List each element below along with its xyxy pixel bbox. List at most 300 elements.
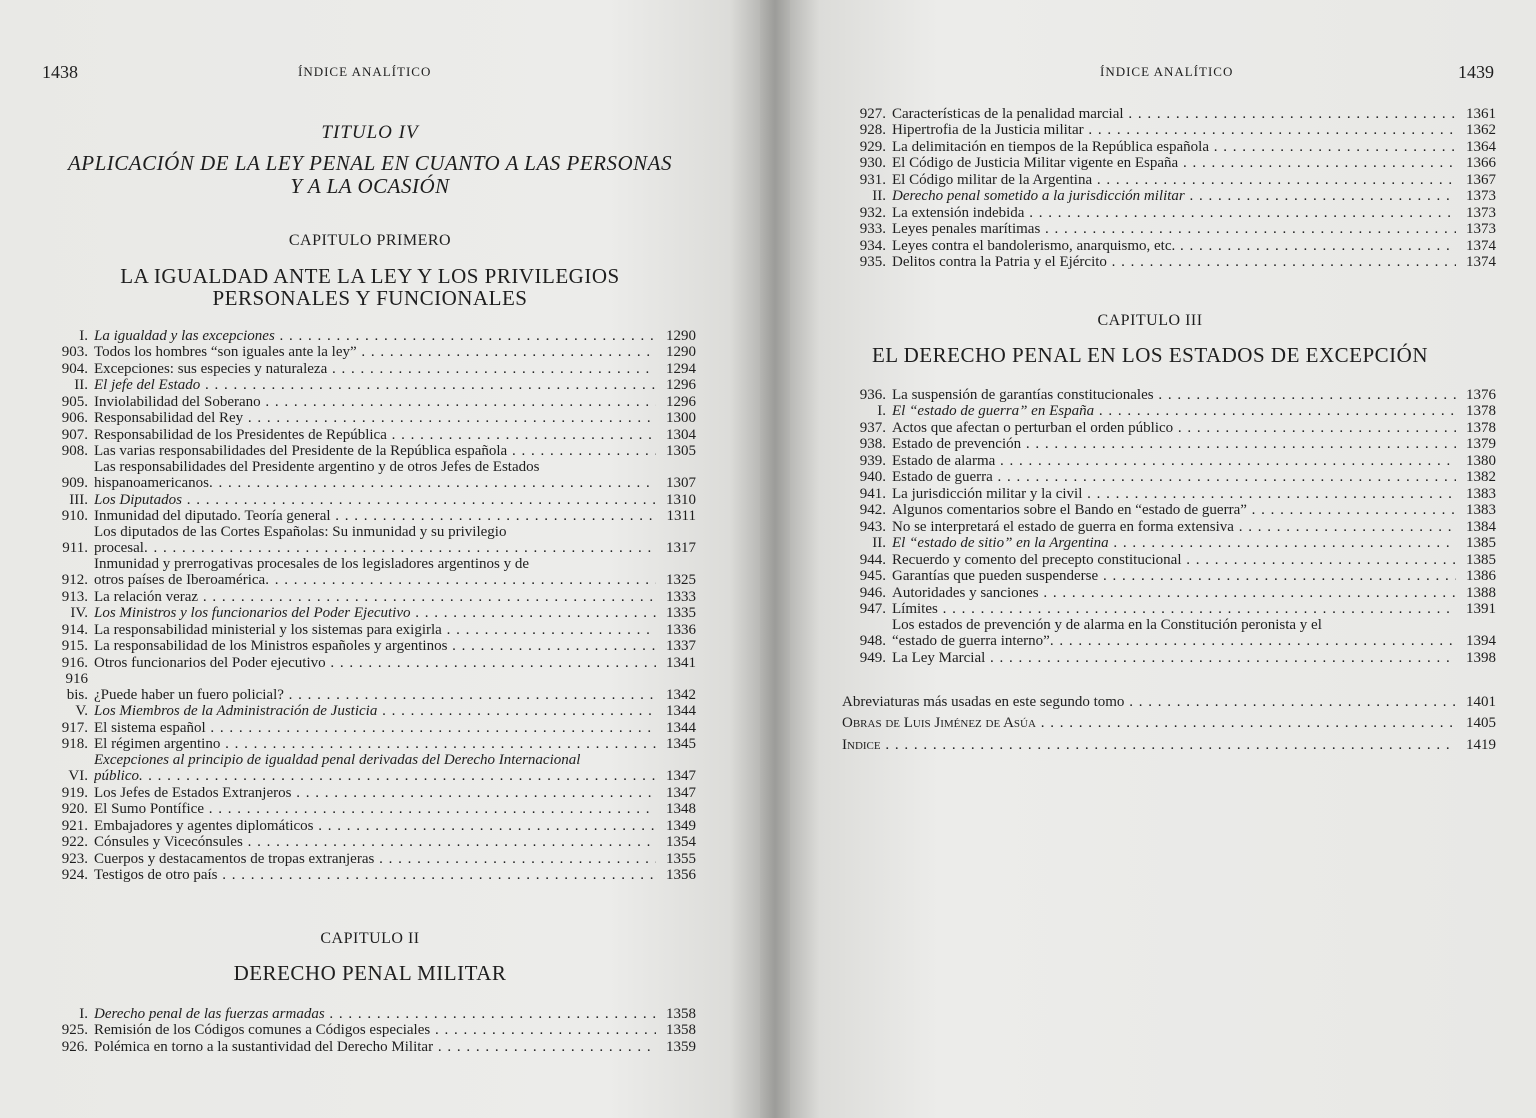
entry-title <box>94 736 656 752</box>
titulo-label: TITULO IV <box>321 122 419 143</box>
entry-page-number: 1317 <box>666 540 696 556</box>
entry-title-line-2 <box>94 768 656 784</box>
entry-title <box>892 469 1456 485</box>
entry-number: 944. <box>859 551 886 568</box>
entry-title <box>94 851 656 867</box>
toc-entry <box>842 649 1496 666</box>
entry-page-number: 1333 <box>666 588 696 605</box>
toc-entry <box>48 588 696 605</box>
entry-page-number: 1379 <box>1466 436 1496 452</box>
entry-title-text: Las varias responsabilidades del Presidente de la República española <box>94 443 508 459</box>
entry-title <box>94 785 656 801</box>
entry-number: 940. <box>859 469 886 485</box>
entry-title <box>94 605 656 621</box>
entry-title-text: Polémica en torno a la sustantividad del Derecho Militar <box>94 1038 434 1055</box>
toc-entry <box>842 502 1496 519</box>
appendix-entry <box>842 693 1496 710</box>
entry-title <box>892 420 1456 436</box>
entry-page-number: 1385 <box>1466 551 1496 568</box>
appendix-title-text: Obras de Luis Jiménez de Asúa <box>842 715 1036 731</box>
entry-number: 933. <box>859 221 886 237</box>
entry-number: 925. <box>61 1022 88 1038</box>
entry-number: 905. <box>61 393 88 410</box>
appendix-title <box>842 737 1456 753</box>
entry-page-number: 1348 <box>666 801 696 817</box>
entry-title <box>94 687 656 703</box>
toc-entry <box>48 393 696 410</box>
entry-title <box>892 387 1456 403</box>
entry-title-text: La igualdad y las excepciones <box>94 327 275 344</box>
entry-number: 936. <box>859 386 886 403</box>
entry-page-number: 1394 <box>1466 633 1496 649</box>
entry-title <box>892 238 1456 254</box>
entry-title <box>94 589 656 605</box>
entry-title-text: Leyes penales marítimas <box>892 221 1041 237</box>
toc-list-chapter-2-continued <box>842 105 1496 270</box>
entry-number: 916 bis. <box>65 670 88 703</box>
entry-number: II. <box>872 188 886 204</box>
entry-title <box>94 638 656 654</box>
entry-page-number: 1391 <box>1466 601 1496 617</box>
entry-title <box>94 410 656 426</box>
entry-title <box>892 502 1456 518</box>
entry-page-number: 1300 <box>666 410 696 426</box>
toc-list-chapter-3 <box>842 386 1496 666</box>
entry-page-number: 1304 <box>666 426 696 443</box>
chapter-2-label-text: CAPITULO II <box>320 930 420 947</box>
toc-entry <box>842 551 1496 568</box>
chapter-1-title-line-2: PERSONALES Y FUNCIONALES <box>212 286 528 310</box>
entry-page-number: 1341 <box>666 654 696 671</box>
toc-entry <box>48 491 696 508</box>
toc-entry <box>48 426 696 443</box>
toc-entry <box>842 485 1496 502</box>
entry-title-text: No se interpretará el estado de guerra en forma extensiva <box>892 518 1234 535</box>
toc-entry <box>48 377 696 394</box>
entry-number: 916. <box>61 654 88 671</box>
chapter-3-title-text: EL DERECHO PENAL EN LOS ESTADOS DE EXCEPCIÓN <box>871 343 1428 367</box>
appendix-title-text: Indice <box>842 736 881 753</box>
entry-page-number: 1383 <box>1466 485 1496 502</box>
entry-title <box>94 459 656 491</box>
toc-entry <box>48 443 696 460</box>
entry-number: I. <box>877 403 886 419</box>
entry-page-number: 1325 <box>666 572 696 588</box>
toc-entry <box>48 736 696 753</box>
entry-number: 906. <box>61 410 88 426</box>
entry-title <box>94 556 656 588</box>
toc-entry <box>842 403 1496 420</box>
toc-list-chapter-2 <box>48 1005 696 1055</box>
toc-list-chapter-1 <box>48 327 696 883</box>
entry-title-text: El jefe del Estado <box>94 377 201 393</box>
entry-title-text: Excepciones: sus especies y naturaleza <box>94 360 328 377</box>
entry-title-text: Todos los hombres “son iguales ante la ley” <box>94 344 357 360</box>
entry-page-number: 1354 <box>666 834 696 850</box>
toc-entry <box>842 171 1496 188</box>
entry-page-number: 1290 <box>666 327 696 344</box>
entry-page-number: 1296 <box>666 393 696 410</box>
entry-page-number: 1373 <box>1466 221 1496 237</box>
toc-entry <box>48 654 696 671</box>
entry-title-text: Límites <box>892 601 938 617</box>
entry-title-line-2 <box>94 475 656 491</box>
entry-title-text: La suspensión de garantías constitucionales <box>892 386 1154 403</box>
dot-leader <box>265 572 656 588</box>
left-page-number: 1438 <box>42 62 78 82</box>
toc-entry <box>842 518 1496 535</box>
entry-number: 911. <box>62 540 88 556</box>
entry-number: 908. <box>61 443 88 459</box>
entry-title <box>892 254 1456 270</box>
toc-entry <box>48 638 696 655</box>
entry-title <box>94 394 656 410</box>
entry-title-text: Autoridades y sanciones <box>892 584 1039 601</box>
entry-title <box>892 172 1456 188</box>
toc-entry <box>48 410 696 427</box>
dot-leader <box>1050 633 1456 649</box>
toc-entry <box>842 452 1496 469</box>
entry-number: 926. <box>61 1038 88 1055</box>
entry-title-line-2 <box>94 572 656 588</box>
toc-entry <box>842 601 1496 618</box>
entry-number: 909. <box>61 475 88 491</box>
toc-entry <box>842 568 1496 585</box>
chapter-1-title-line-1: LA IGUALDAD ANTE LA LEY Y LOS PRIVILEGIOS <box>120 264 620 288</box>
entry-number: 914. <box>61 621 88 638</box>
entry-title <box>94 655 656 671</box>
entry-title-text: Los Miembros de la Administración de Justicia <box>94 703 378 719</box>
entry-title <box>892 436 1456 452</box>
entry-page-number: 1386 <box>1466 568 1496 584</box>
entry-number: 939. <box>859 452 886 469</box>
entry-title <box>94 524 656 556</box>
entry-title <box>94 867 656 883</box>
entry-title-text: Responsabilidad del Rey <box>94 410 244 426</box>
toc-entry <box>48 719 696 736</box>
entry-number: 912. <box>61 572 88 588</box>
entry-page-number: 1342 <box>666 686 696 703</box>
entry-title-line: Inmunidad y prerrogativas procesales de los legisladores argentinos y de <box>94 556 530 572</box>
entry-number: III. <box>69 491 88 508</box>
right-page <box>790 0 1536 1118</box>
entry-page-number: 1335 <box>666 605 696 621</box>
chapter-3-title <box>830 344 1470 366</box>
toc-entry <box>48 327 696 344</box>
entry-number: 922. <box>61 834 88 850</box>
entry-title <box>94 801 656 817</box>
entry-page-number: 1378 <box>1466 403 1496 419</box>
entry-title-text: El régimen argentino <box>94 736 221 752</box>
chapter-3-label-text: CAPITULO III <box>1097 312 1203 329</box>
entry-title-continuation: público <box>94 768 139 784</box>
titulo-subtitle-line-1: APLICACIÓN DE LA LEY PENAL EN CUANTO A LAS PERSONAS <box>67 151 673 175</box>
entry-number: 924. <box>61 867 88 883</box>
entry-page-number: 1311 <box>666 508 696 524</box>
entry-title <box>892 552 1456 568</box>
entry-title <box>94 1022 656 1038</box>
entry-title <box>892 106 1456 122</box>
entry-title-text: Inmunidad del diputado. Teoría general <box>94 508 331 524</box>
chapter-2-label <box>40 930 700 948</box>
entry-title-text: Estado de alarma <box>892 452 996 469</box>
entry-page-number: 1349 <box>666 817 696 834</box>
entry-number: 921. <box>61 817 88 834</box>
entry-number: 935. <box>859 254 886 270</box>
entry-number: 915. <box>61 638 88 654</box>
entry-page-number: 1366 <box>1466 155 1496 171</box>
toc-entry <box>48 605 696 622</box>
entry-title <box>892 205 1456 221</box>
toc-entry <box>842 419 1496 436</box>
entry-page-number: 1347 <box>666 768 696 784</box>
toc-entry <box>842 188 1496 205</box>
entry-page-number: 1361 <box>1466 105 1496 122</box>
toc-entry <box>48 834 696 851</box>
dot-leader <box>139 768 656 784</box>
entry-number: II. <box>872 535 886 551</box>
entry-number: 917. <box>61 719 88 736</box>
entry-page-number: 1382 <box>1466 469 1496 485</box>
toc-entry <box>48 524 696 556</box>
entry-number: 948. <box>859 633 886 649</box>
toc-entry <box>48 671 696 703</box>
entry-page-number: 1384 <box>1466 518 1496 535</box>
entry-page-number: 1305 <box>666 443 696 459</box>
entry-page-number: 1356 <box>666 867 696 883</box>
entry-page-number: 1344 <box>666 703 696 719</box>
toc-entry <box>842 155 1496 172</box>
entry-title-text: Características de la penalidad marcial <box>892 105 1124 122</box>
entry-title-text: La responsabilidad ministerial y los sistemas para exigirla <box>94 621 442 638</box>
entry-page-number: 1367 <box>1466 171 1496 188</box>
entry-title-text: La Ley Marcial <box>892 649 986 666</box>
entry-number: 932. <box>859 204 886 221</box>
entry-title-text: El “estado de sitio” en la Argentina <box>892 535 1109 551</box>
entry-page-number: 1296 <box>666 377 696 393</box>
entry-title <box>892 122 1456 138</box>
entry-page-number: 1347 <box>666 784 696 801</box>
toc-entry <box>842 138 1496 155</box>
entry-number: I. <box>79 327 88 344</box>
entry-page-number: 1294 <box>666 360 696 377</box>
chapter-2-title-text: DERECHO PENAL MILITAR <box>233 961 507 985</box>
right-running-head: ÍNDICE ANALÍTICO <box>1100 64 1234 79</box>
appendix-title <box>842 694 1456 710</box>
toc-entry <box>842 535 1496 552</box>
entry-title-text: Recuerdo y comento del precepto constitucional <box>892 551 1182 568</box>
entry-number: VI. <box>68 768 88 784</box>
entry-title-text: Responsabilidad de los Presidentes de República <box>94 426 387 443</box>
entry-page-number: 1337 <box>666 638 696 654</box>
entry-number: V. <box>75 703 88 719</box>
entry-title <box>94 361 656 377</box>
entry-number: 945. <box>859 568 886 584</box>
toc-entry <box>842 254 1496 271</box>
entry-page-number: 1310 <box>666 491 696 508</box>
entry-number: I. <box>79 1005 88 1022</box>
entry-title-text: Inviolabilidad del Soberano <box>94 393 261 410</box>
entry-page-number: 1378 <box>1466 419 1496 436</box>
left-page <box>0 0 760 1118</box>
appendix-page-number: 1419 <box>1466 736 1496 753</box>
toc-entry <box>842 617 1496 649</box>
entry-number: 937. <box>859 419 886 436</box>
entry-number: II. <box>74 377 88 393</box>
entry-number: 918. <box>61 736 88 752</box>
entry-number: 928. <box>859 122 886 138</box>
entry-title-text: Los Ministros y los funcionarios del Poder Ejecutivo <box>94 605 411 621</box>
entry-page-number: 1344 <box>666 719 696 736</box>
entry-title <box>94 752 656 784</box>
entry-page-number: 1355 <box>666 850 696 867</box>
entry-page-number: 1398 <box>1466 649 1496 666</box>
entry-title-text: Actos que afectan o perturban el orden público <box>892 419 1174 436</box>
entry-title-continuation: procesal <box>94 540 144 556</box>
entry-title <box>94 443 656 459</box>
entry-title <box>94 834 656 850</box>
toc-entry <box>48 1005 696 1022</box>
appendix-entry <box>842 715 1496 732</box>
entry-title <box>892 403 1456 419</box>
entry-page-number: 1383 <box>1466 502 1496 518</box>
entry-title-text: El Código militar de la Argentina <box>892 171 1093 188</box>
chapter-2-title <box>40 962 700 984</box>
entry-title-text: El “estado de guerra” en España <box>892 403 1095 419</box>
entry-page-number: 1359 <box>666 1038 696 1055</box>
entry-page-number: 1345 <box>666 736 696 752</box>
left-running-head: ÍNDICE ANALÍTICO <box>298 64 432 79</box>
entry-page-number: 1380 <box>1466 452 1496 469</box>
entry-title <box>94 703 656 719</box>
entry-page-number: 1385 <box>1466 535 1496 551</box>
entry-title-text: Algunos comentarios sobre el Bando en “estado de guerra” <box>892 502 1247 518</box>
entry-title-text: Garantías que pueden suspenderse <box>892 568 1099 584</box>
entry-title-text: Delitos contra la Patria y el Ejército <box>892 254 1107 270</box>
entry-title-text: Embajadores y agentes diplomáticos <box>94 817 314 834</box>
titulo-subtitle-line-2: Y A LA OCASIÓN <box>290 174 450 198</box>
entry-title <box>892 155 1456 171</box>
entry-page-number: 1373 <box>1466 188 1496 204</box>
toc-entry <box>48 344 696 361</box>
toc-entry <box>842 386 1496 403</box>
entry-title-line: Las responsabilidades del Presidente argentino y de otros Jefes de Estados <box>94 459 540 475</box>
chapter-1-label-text: CAPITULO PRIMERO <box>288 232 452 249</box>
entry-page-number: 1290 <box>666 344 696 360</box>
entry-title <box>94 720 656 736</box>
entry-number: 920. <box>61 801 88 817</box>
entry-title <box>892 568 1456 584</box>
entry-number: 913. <box>61 588 88 605</box>
appendix-page-number: 1401 <box>1466 693 1496 710</box>
entry-number: 927. <box>859 105 886 122</box>
entry-title <box>94 377 656 393</box>
entry-number: 929. <box>859 138 886 155</box>
entry-title-line: Los diputados de las Cortes Españolas: Su inmunidad y su privilegio <box>94 524 507 540</box>
entry-page-number: 1336 <box>666 621 696 638</box>
toc-entry <box>48 850 696 867</box>
entry-title-line-2 <box>94 540 656 556</box>
entry-number: 938. <box>859 436 886 452</box>
entry-title <box>94 508 656 524</box>
entry-title <box>892 221 1456 237</box>
entry-number: 943. <box>859 518 886 535</box>
entry-title <box>94 1039 656 1055</box>
book-gutter <box>760 0 790 1118</box>
dot-leader <box>209 475 656 491</box>
entry-title <box>94 492 656 508</box>
entry-title <box>892 601 1456 617</box>
toc-entry <box>48 1038 696 1055</box>
chapter-3-label <box>830 312 1470 330</box>
right-page-number: 1439 <box>1458 62 1494 82</box>
entry-title-text: Remisión de los Códigos comunes a Códigos especiales <box>94 1022 431 1038</box>
entry-number: 910. <box>61 508 88 524</box>
entry-title <box>94 1006 656 1022</box>
entry-title <box>94 427 656 443</box>
entry-title-text: La jurisdicción militar y la civil <box>892 485 1083 502</box>
entry-title-text: Testigos de otro país <box>94 867 218 883</box>
entry-page-number: 1307 <box>666 475 696 491</box>
toc-entry <box>842 584 1496 601</box>
entry-title <box>892 519 1456 535</box>
entry-page-number: 1376 <box>1466 386 1496 403</box>
entry-number: 903. <box>61 344 88 360</box>
toc-entry <box>48 817 696 834</box>
entry-title-text: Los Diputados <box>94 491 182 508</box>
entry-number: 949. <box>859 649 886 666</box>
entry-title <box>892 486 1456 502</box>
entry-title-text: Estado de prevención <box>892 436 1022 452</box>
entry-title <box>892 188 1456 204</box>
entry-number: 934. <box>859 237 886 254</box>
entry-number: 946. <box>859 584 886 601</box>
entry-page-number: 1358 <box>666 1005 696 1022</box>
entry-number: 904. <box>61 360 88 377</box>
entry-title-text: La extensión indebida <box>892 204 1025 221</box>
entry-title-text: Otros funcionarios del Poder ejecutivo <box>94 654 326 671</box>
toc-entry <box>48 703 696 720</box>
toc-entry <box>842 204 1496 221</box>
entry-number: 947. <box>859 601 886 617</box>
toc-entry <box>842 237 1496 254</box>
toc-entry <box>48 1022 696 1039</box>
toc-entry <box>48 621 696 638</box>
entry-number: 930. <box>859 155 886 171</box>
chapter-1-label <box>40 232 700 250</box>
entry-number: 942. <box>859 502 886 518</box>
entry-title <box>94 818 656 834</box>
entry-title-text: Derecho penal sometido a la jurisdicción militar <box>892 188 1185 204</box>
entry-title <box>94 328 656 344</box>
entry-title-text: El sistema español <box>94 719 206 736</box>
toc-entry <box>48 556 696 588</box>
appendix-title <box>842 715 1456 731</box>
toc-entry <box>842 221 1496 238</box>
entry-number: 931. <box>859 171 886 188</box>
entry-number: 919. <box>61 784 88 801</box>
entry-number: IV. <box>70 605 88 621</box>
entry-title <box>94 622 656 638</box>
entry-title <box>892 650 1456 666</box>
entry-title-continuation: hispanoamericanos <box>94 475 209 491</box>
toc-entry <box>842 105 1496 122</box>
entry-title <box>892 535 1456 551</box>
entry-page-number: 1364 <box>1466 138 1496 155</box>
titulo-heading <box>40 122 700 144</box>
toc-entry <box>48 752 696 784</box>
entry-number: 941. <box>859 485 886 502</box>
